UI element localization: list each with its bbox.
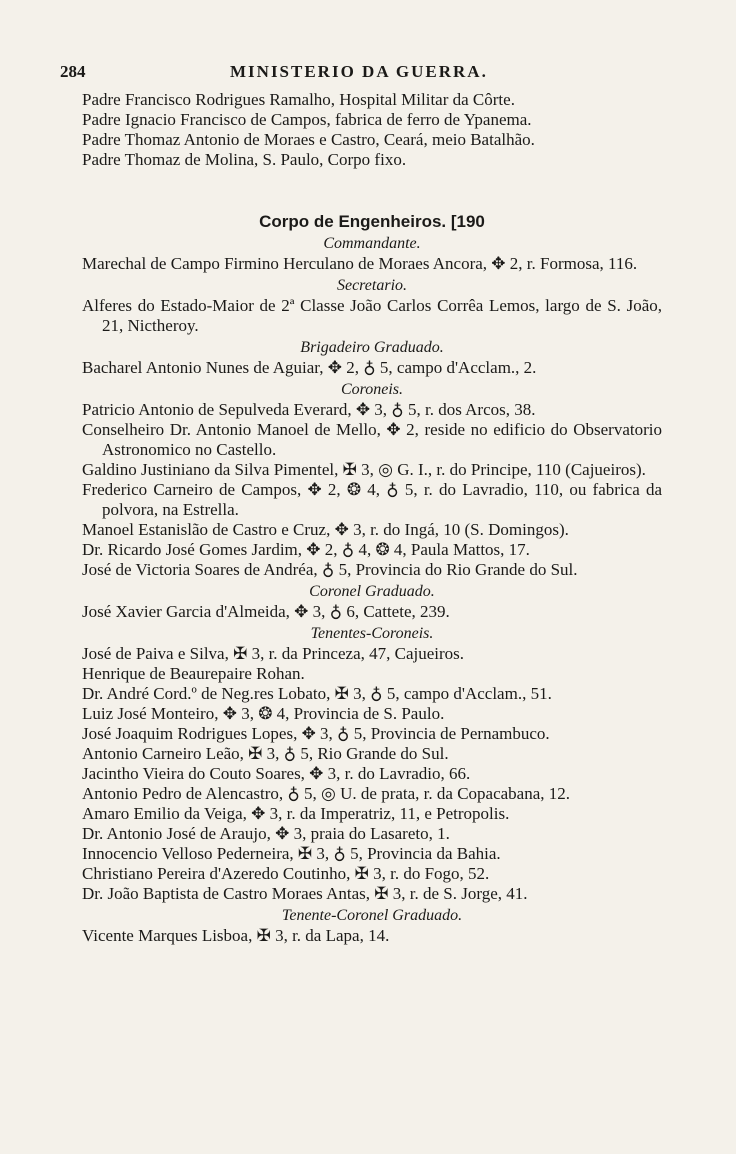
commandant-heading: Commandante. [323, 235, 421, 252]
commandant-entry: Marechal de Campo Firmino Herculano de Moraes Ancora, ✥ 2, r. Formosa, 116. [82, 254, 638, 273]
section-title: Corpo de Engenheiros. [190 [259, 212, 485, 231]
page-body [82, 90, 662, 946]
running-head: MINISTERIO DA GUERRA. [230, 62, 488, 81]
graded-colonel-heading: Coronel Graduado. [309, 583, 435, 600]
lt-colonel-entry: José de Paiva e Silva, ✠ 3, r. da Princeza, 47, Cajueiros. [82, 644, 465, 663]
colonel-entry: José de Victoria Soares de Andréa, ♁ 5, Provincia do Rio Grande do Sul. [82, 560, 578, 579]
colonels-heading: Coroneis. [340, 381, 404, 398]
lt-colonel-entry: Antonio Carneiro Leão, ✠ 3, ♁ 5, Rio Grande do Sul. [82, 744, 449, 763]
colonel-entry: Patricio Antonio de Sepulveda Everard, ✥ 3, ♁ 5, r. dos Arcos, 38. [82, 400, 536, 419]
lt-colonel-entry: Luiz José Monteiro, ✥ 3, ❂ 4, Provincia de S. Paulo. [82, 704, 445, 723]
colonel-entry: Manoel Estanislão de Castro e Cruz, ✥ 3, r. do Ingá, 10 (S. Domingos). [82, 520, 569, 539]
colonel-entry: Galdino Justiniano da Silva Pimentel, ✠ 3, ◎ G. I., r. do Principe, 110 (Cajueiros). [82, 460, 646, 479]
page-number: 284 [60, 62, 86, 81]
graded-lt-colonel-entry: Vicente Marques Lisboa, ✠ 3, r. da Lapa, 14. [82, 926, 390, 945]
lt-colonel-entry: Dr. João Baptista de Castro Moraes Antas, ✠ 3, r. de S. Jorge, 41. [82, 884, 528, 903]
lt-colonel-entry: Henrique de Beaurepaire Rohan. [82, 664, 305, 683]
chaplain-entry: Padre Thomaz Antonio de Moraes e Castro, Ceará, meio Batalhão. [82, 130, 535, 149]
colonel-entry: Frederico Carneiro de Campos, ✥ 2, ❂ 4, ♁ 5, r. do Lavradio, 110, ou fabrica da polvora, na Estrella. [82, 480, 662, 519]
page-header [60, 62, 680, 86]
lt-colonel-entry: Antonio Pedro de Alencastro, ♁ 5, ◎ U. de prata, r. da Copacabana, 12. [82, 784, 571, 803]
brigadier-heading: Brigadeiro Graduado. [300, 339, 444, 356]
lt-colonels-heading: Tenentes-Coroneis. [310, 625, 434, 642]
lt-colonel-entry: José Joaquim Rodrigues Lopes, ✥ 3, ♁ 5, Provincia de Pernambuco. [82, 724, 550, 743]
chaplain-entry: Padre Francisco Rodrigues Ramalho, Hospital Militar da Côrte. [82, 90, 515, 109]
lt-colonel-entry: Jacintho Vieira do Couto Soares, ✥ 3, r. do Lavradio, 66. [82, 764, 471, 783]
secretary-heading: Secretario. [336, 277, 408, 294]
colonel-entry: Conselheiro Dr. Antonio Manoel de Mello, ✥ 2, reside no edificio do Observatorio Astronomico no Castello. [82, 420, 662, 459]
lt-colonel-entry: Innocencio Velloso Pederneira, ✠ 3, ♁ 5, Provincia da Bahia. [82, 844, 501, 863]
secretary-entry: Alferes do Estado-Maior de 2ª Classe João Carlos Corrêa Lemos, largo de S. João, 21, Nictheroy. [82, 296, 662, 335]
graded-colonel-entry: José Xavier Garcia d'Almeida, ✥ 3, ♁ 6, Cattete, 239. [82, 602, 450, 621]
lt-colonel-entry: Amaro Emilio da Veiga, ✥ 3, r. da Imperatriz, 11, e Petropolis. [82, 804, 510, 823]
chaplain-entry: Padre Ignacio Francisco de Campos, fabrica de ferro de Ypanema. [82, 110, 532, 129]
chaplain-entry: Padre Thomaz de Molina, S. Paulo, Corpo fixo. [82, 150, 407, 169]
lt-colonel-entry: Christiano Pereira d'Azeredo Coutinho, ✠ 3, r. do Fogo, 52. [82, 864, 490, 883]
lt-colonel-entry: Dr. André Cord.º de Neg.res Lobato, ✠ 3, ♁ 5, campo d'Acclam., 51. [82, 684, 552, 703]
graded-lt-colonel-heading: Tenente-Coronel Graduado. [281, 907, 463, 924]
chaplains-list [82, 90, 662, 170]
lt-colonels-list [82, 644, 662, 904]
colonel-entry: Dr. Ricardo José Gomes Jardim, ✥ 2, ♁ 4, ❂ 4, Paula Mattos, 17. [82, 540, 530, 559]
brigadier-entry: Bacharel Antonio Nunes de Aguiar, ✥ 2, ♁ 5, campo d'Acclam., 2. [82, 358, 537, 377]
lt-colonel-entry: Dr. Antonio José de Araujo, ✥ 3, praia do Lasareto, 1. [82, 824, 450, 843]
colonels-list [82, 400, 662, 580]
